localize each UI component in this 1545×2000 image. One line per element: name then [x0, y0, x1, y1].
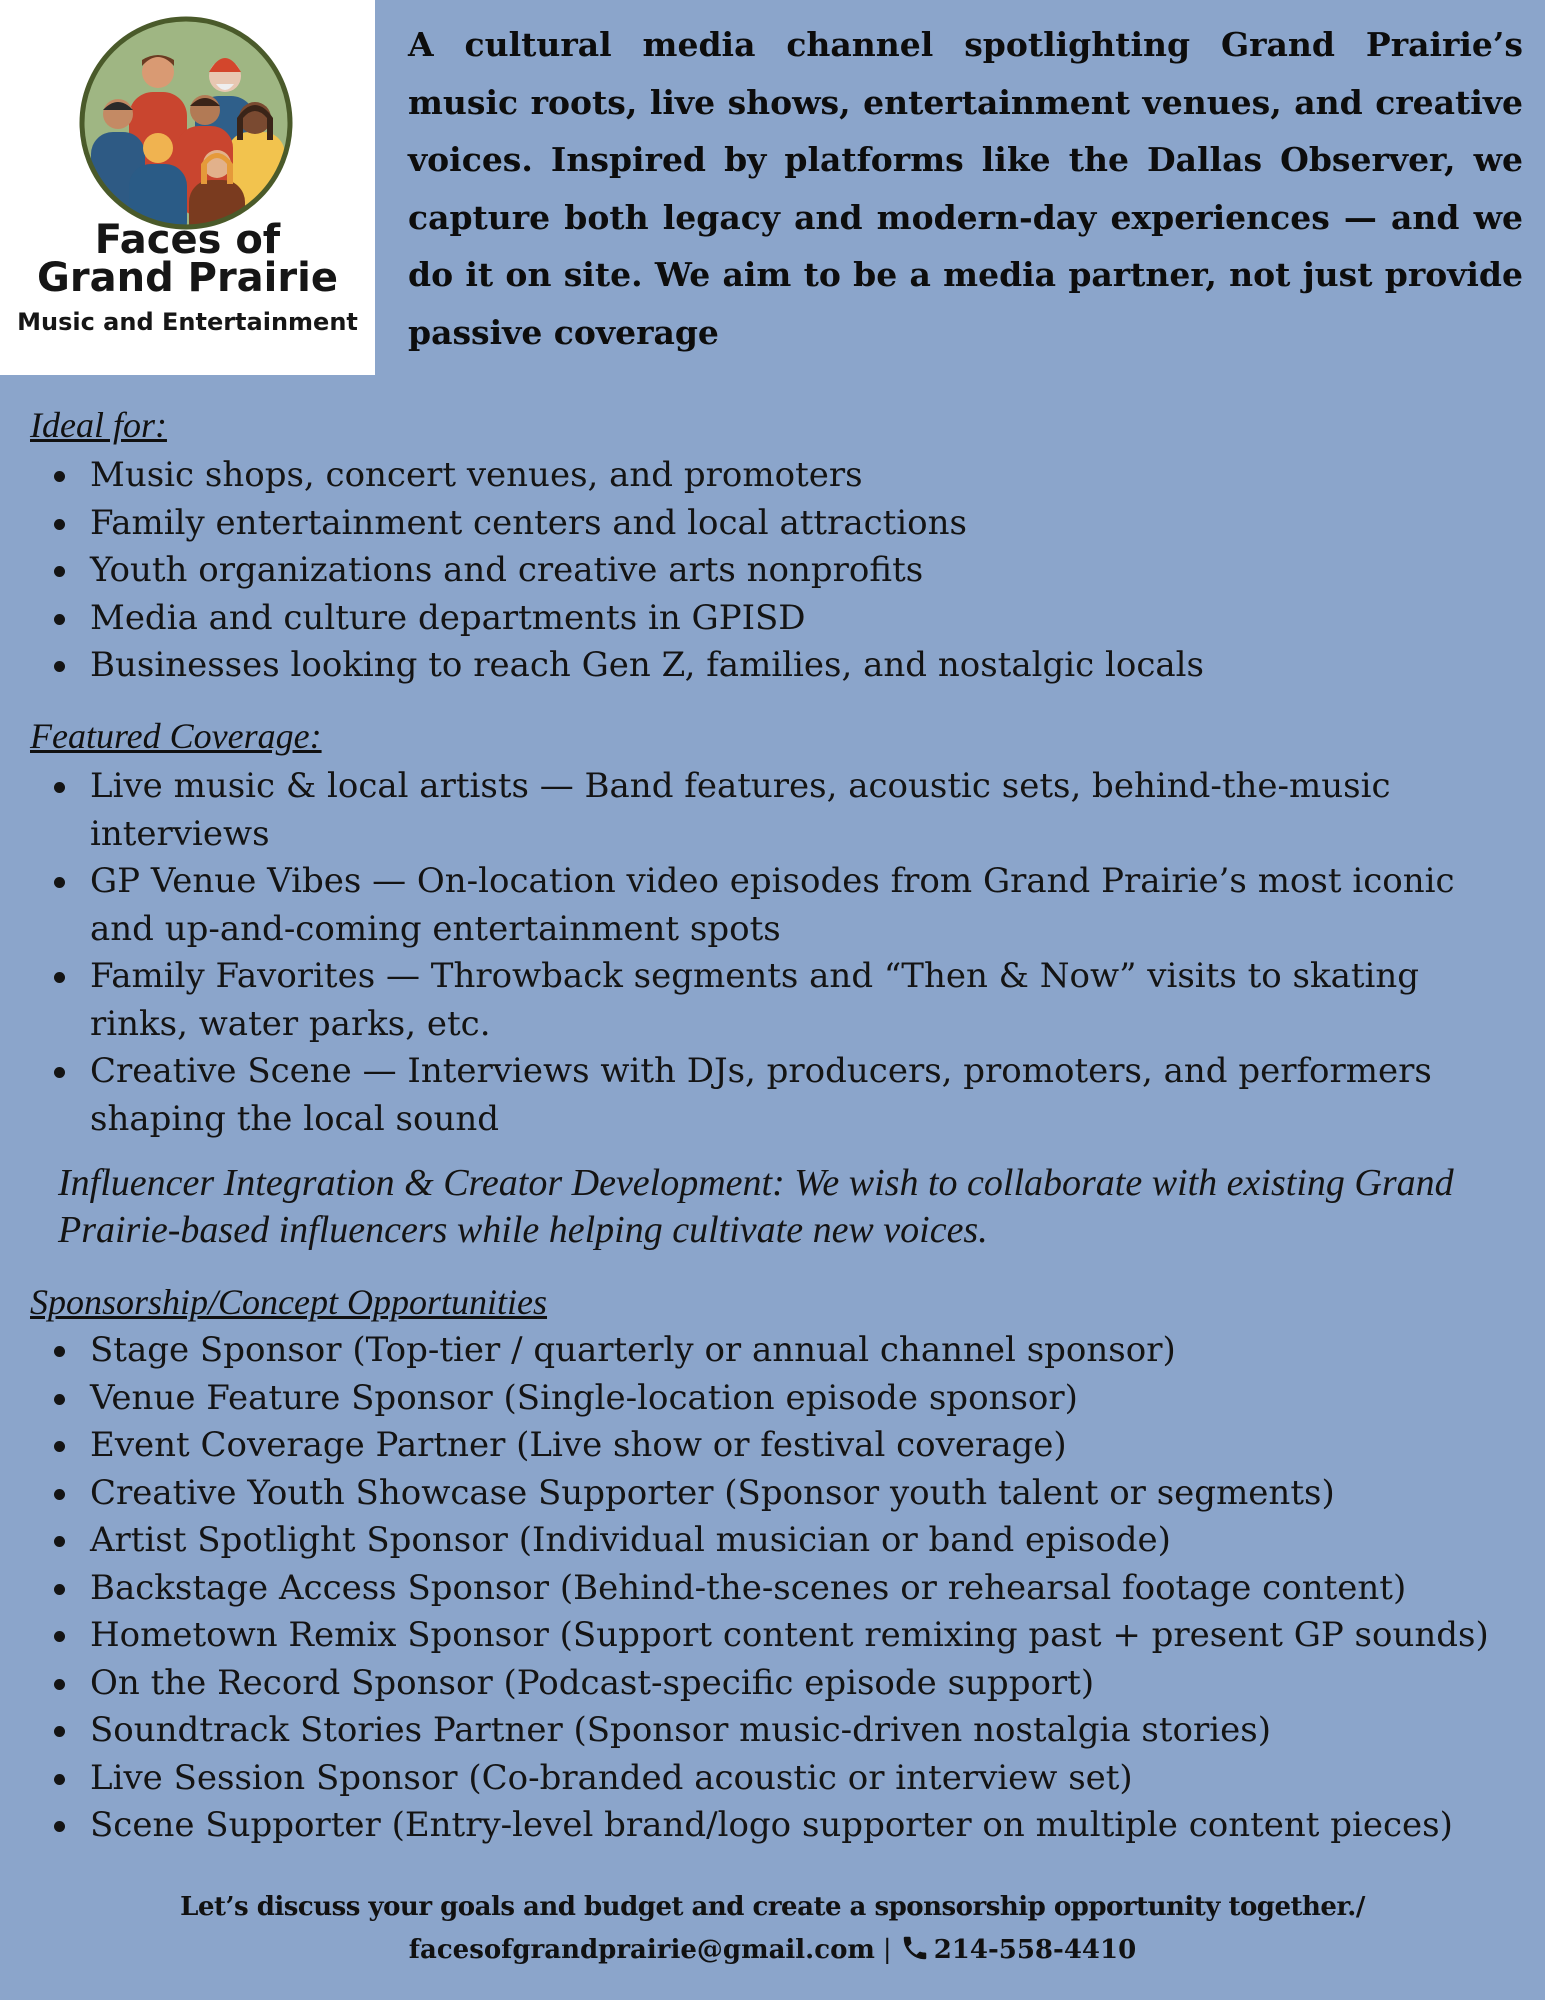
list-item: Venue Feature Sponsor (Single-location episode sponsor)	[30, 1375, 1530, 1423]
logo-title-line2: Grand Prairie	[37, 255, 338, 301]
sponsorship-list	[30, 1327, 1530, 1850]
phone-number[interactable]: 214-558-4410	[933, 1935, 1137, 1965]
list-item: On the Record Sponsor (Podcast-specific episode support)	[30, 1660, 1530, 1708]
featured-coverage-list	[30, 763, 1490, 1143]
list-item: Live Session Sponsor (Co-branded acoustic or interview set)	[30, 1755, 1530, 1803]
list-item: Family entertainment centers and local attractions	[30, 500, 1530, 548]
list-item: Media and culture departments in GPISD	[30, 595, 1530, 643]
logo	[0, 0, 375, 375]
list-item: Backstage Access Sponsor (Behind-the-scenes or rehearsal footage content)	[30, 1565, 1530, 1613]
email-link[interactable]: facesofgrandprairie@gmail.com	[408, 1935, 875, 1965]
logo-subtitle: Music and Entertainment	[17, 308, 358, 336]
list-item: Youth organizations and creative arts nonprofits	[30, 547, 1530, 595]
list-item: Soundtrack Stories Partner (Sponsor music-driven nostalgia stories)	[30, 1707, 1530, 1755]
list-item: Scene Supporter (Entry-level brand/logo supporter on multiple content pieces)	[30, 1802, 1530, 1850]
list-item: Creative Youth Showcase Supporter (Sponsor youth talent or segments)	[30, 1470, 1530, 1518]
footer-cta: Let’s discuss your goals and budget and create a sponsorship opportunity together./	[180, 1892, 1365, 1922]
list-item: Music shops, concert venues, and promoters	[30, 452, 1530, 500]
list-item: Businesses looking to reach Gen Z, families, and nostalgic locals	[30, 642, 1530, 690]
list-item: Live music & local artists — Band features, acoustic sets, behind-the-music interviews	[30, 763, 1490, 858]
influencer-note: Influencer Integration & Creator Development: We wish to collaborate with existing Grand Prairie-based influencers while helping cultivate new voices.	[58, 1162, 1454, 1251]
separator: |	[882, 1935, 892, 1965]
logo-title-line1: Faces of	[94, 217, 281, 263]
list-item: Creative Scene — Interviews with DJs, producers, promoters, and performers shaping the local sound	[30, 1048, 1490, 1143]
list-item: GP Venue Vibes — On-location video episodes from Grand Prairie’s most iconic and up-and-coming entertainment spots	[30, 858, 1490, 953]
list-item: Family Favorites — Throwback segments and “Then & Now” visits to skating rinks, water parks, etc.	[30, 953, 1490, 1048]
ideal-for-heading: Ideal for:	[30, 405, 167, 445]
people-illustration-icon	[77, 14, 295, 232]
list-item: Event Coverage Partner (Live show or festival coverage)	[30, 1422, 1530, 1470]
phone-icon	[900, 1933, 930, 1963]
featured-coverage-heading: Featured Coverage:	[30, 716, 322, 756]
list-item: Stage Sponsor (Top-tier / quarterly or annual channel sponsor)	[30, 1327, 1530, 1375]
sponsorship-heading: Sponsorship/Concept Opportunities	[30, 1282, 548, 1322]
intro-paragraph: A cultural media channel spotlighting Grand Prairie’s music roots, live shows, entertainment venues, and creative voices. Inspired by platforms like the Dallas Observer, we capture both legacy and modern-day experiences — and we do it on site. We aim to be a media partner, not just provide passive coverage	[408, 25, 1523, 352]
footer-contact	[0, 1933, 1545, 1965]
list-item: Hometown Remix Sponsor (Support content remixing past + present GP sounds)	[30, 1612, 1530, 1660]
ideal-for-list	[30, 452, 1530, 690]
list-item: Artist Spotlight Sponsor (Individual musician or band episode)	[30, 1517, 1530, 1565]
